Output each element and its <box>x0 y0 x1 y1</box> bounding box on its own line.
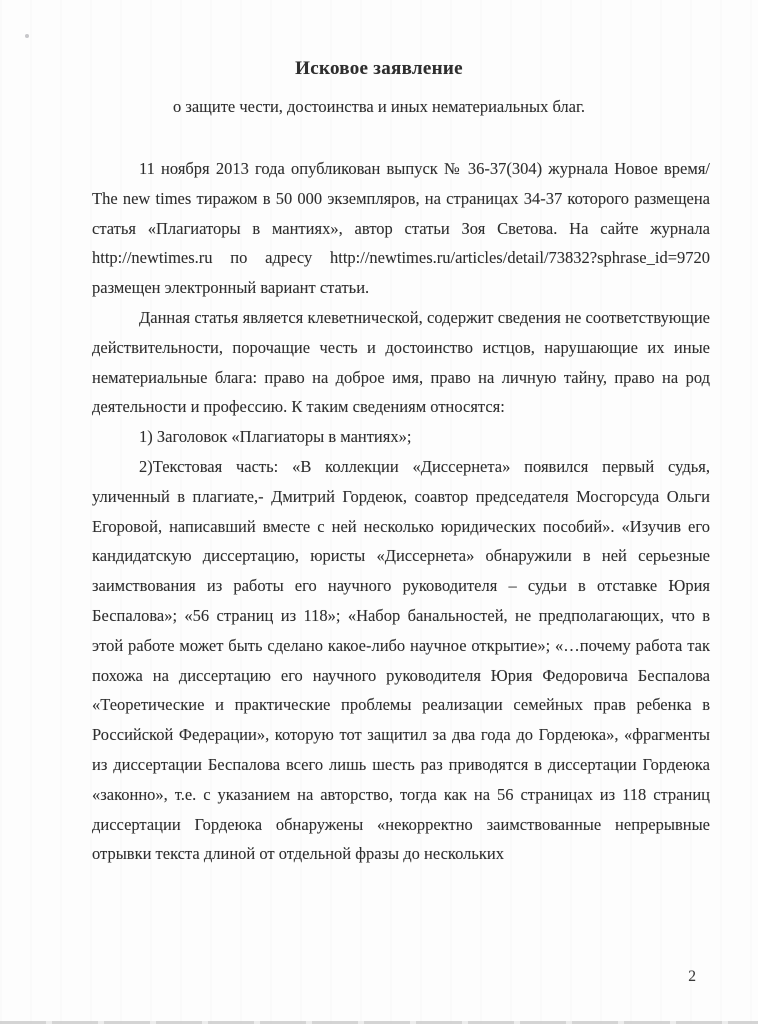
document-body <box>92 154 710 869</box>
document-subtitle: о защите чести, достоинства и иных нематериальных благ. <box>172 97 586 116</box>
list-item-text-part: 2)Текстовая часть: «В коллекции «Диссернета» появился первый судья, уличенный в плагиате,- Дмитрий Гордеюк, соавтор председателя Мосгорсуда Ольги Егоровой, написавший вместе с ней несколько юридических пособий». «Изучив его кандидатскую диссертацию, юристы «Диссернета» обнаружили в ней серьезные заимствования из работы его научного руководителя – судьи в отставке Юрия Беспалова»; «56 страниц из 118»; «Набор банальностей, не предполагающих, что в этой работе может быть сделано какое-либо научное открытие»; «…почему работа так похожа на диссертацию его научного руководителя Юрия Федоровича Беспалова «Теоретические и практические проблемы реализации семейных прав ребенка в Российской Федерации», которую тот защитил за два года до Гордеюка», «фрагменты из диссертации Беспалова всего лишь шесть раз приводятся в диссертации Гордеюка «законно», т.е. с указанием на авторство, тогда как на 56 страницах из 118 страниц диссертации Гордеюка обнаружены «некорректно заимствованные непрерывные отрывки текста длиной от отдельной фразы до нескольких <box>92 456 710 864</box>
document-title: Исковое заявление <box>295 58 463 79</box>
scan-artifact-dot <box>25 34 29 38</box>
list-item-headline: 1) Заголовок «Плагиаторы в мантиях»; <box>139 427 412 447</box>
page-number: 2 <box>688 968 696 985</box>
paragraph-claim-statement: Данная статья является клеветнической, содержит сведения не соответствующие действительности, порочащие честь и достоинство истцов, нарушающие их иные нематериальные блага: право на доброе имя, право на личную тайну, право на род деятельности и профессию. К таким сведениям относятся: <box>92 307 710 417</box>
paragraph-publication-info: 11 ноября 2013 года опубликован выпуск № 36-37(304) журнала Новое время/ The new times тиражом в 50 000 экземпляров, на страницах 34-37 которого размещена статья «Плагиаторы в мантиях», автор статьи Зоя Светова. На сайте журнала http://newtimes.ru по адресу http://newtimes.ru/articles/detail/73832?sphrase_id=9720 размещен электронный вариант статьи. <box>92 159 710 298</box>
